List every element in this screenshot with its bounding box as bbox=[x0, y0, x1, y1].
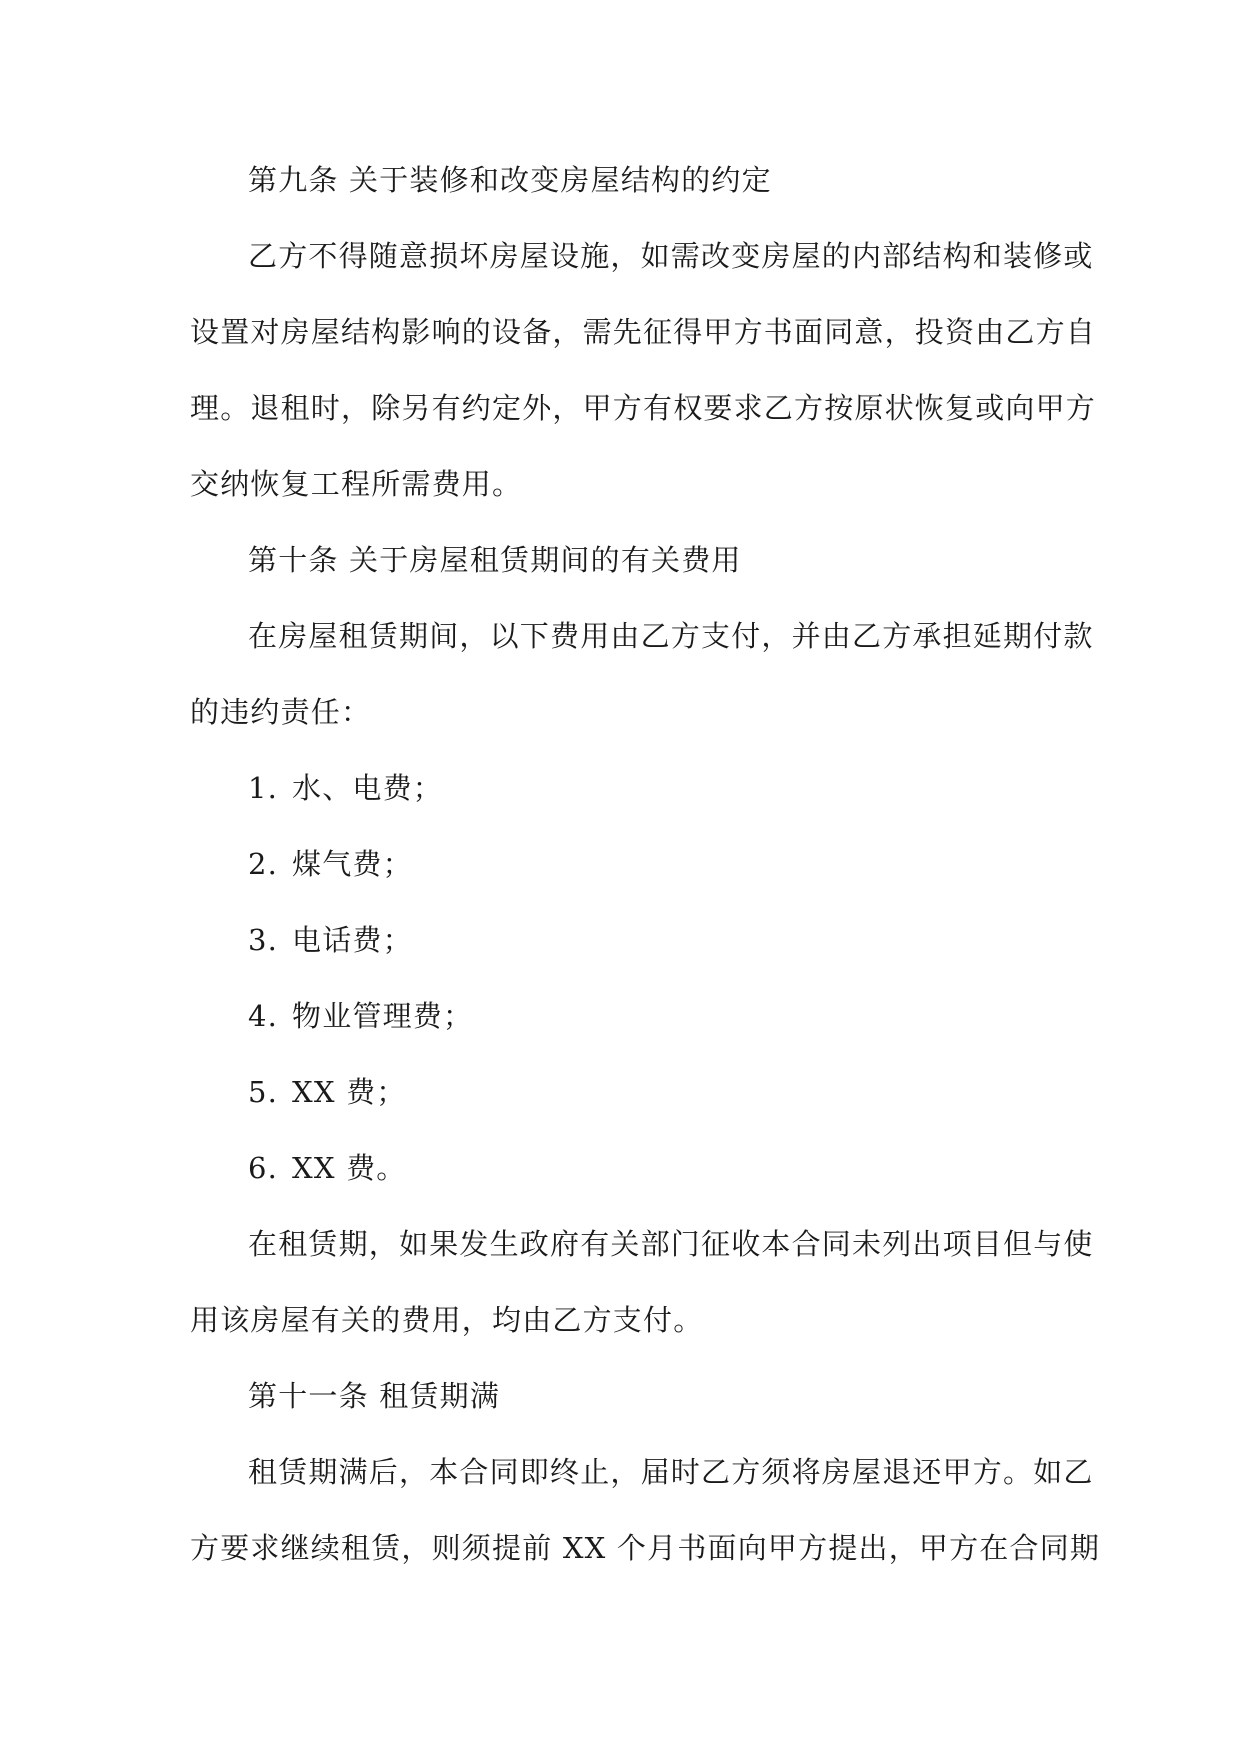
article10-heading: 第十条 关于房屋租赁期间的有关费用 bbox=[248, 543, 742, 577]
list-item-text: 煤气费； bbox=[292, 847, 413, 881]
list-item bbox=[190, 902, 1060, 978]
list-item-number: 5. bbox=[248, 1075, 279, 1109]
list-item bbox=[190, 826, 1060, 902]
article10-closing-line-1: 在租赁期，如果发生政府有关部门征收本合同未列出项目但与使 bbox=[248, 1227, 1094, 1261]
article11-line-2: 方要求继续租赁，则须提前 XX 个月书面向甲方提出，甲方在合同期 bbox=[190, 1531, 1101, 1565]
article11-heading: 第十一条 租赁期满 bbox=[248, 1379, 501, 1413]
list-item-text: XX 费； bbox=[292, 1075, 407, 1109]
article9-line-4: 交纳恢复工程所需费用。 bbox=[190, 467, 523, 501]
list-item-number: 6. bbox=[248, 1151, 279, 1185]
article11-line-1: 租赁期满后，本合同即终止，届时乙方须将房屋退还甲方。如乙 bbox=[248, 1455, 1094, 1489]
list-item-text: XX 费。 bbox=[292, 1151, 407, 1185]
article10-intro-line-1: 在房屋租赁期间，以下费用由乙方支付，并由乙方承担延期付款 bbox=[248, 619, 1094, 653]
list-item bbox=[190, 750, 1060, 826]
list-item-number: 1. bbox=[248, 771, 279, 805]
list-item-number: 4. bbox=[248, 999, 279, 1033]
list-item bbox=[190, 978, 1060, 1054]
article10-intro-line-2: 的违约责任： bbox=[190, 695, 372, 729]
list-item bbox=[190, 1054, 1060, 1130]
list-item-number: 3. bbox=[248, 923, 279, 957]
list-item-text: 物业管理费； bbox=[292, 999, 474, 1033]
article9-line-3: 理。退租时，除另有约定外，甲方有权要求乙方按原状恢复或向甲方 bbox=[190, 391, 1097, 425]
article9-heading: 第九条 关于装修和改变房屋结构的约定 bbox=[248, 163, 772, 197]
list-item-text: 电话费； bbox=[292, 923, 413, 957]
list-item-text: 水、电费； bbox=[292, 771, 444, 805]
document-page bbox=[190, 142, 1101, 1586]
article9-line-2: 设置对房屋结构影响的设备，需先征得甲方书面同意，投资由乙方自 bbox=[190, 315, 1097, 349]
article10-closing-line-2: 用该房屋有关的费用，均由乙方支付。 bbox=[190, 1303, 704, 1337]
article9-line-1: 乙方不得随意损坏房屋设施，如需改变房屋的内部结构和装修或 bbox=[248, 239, 1094, 273]
list-item bbox=[190, 1130, 1060, 1206]
list-item-number: 2. bbox=[248, 847, 279, 881]
